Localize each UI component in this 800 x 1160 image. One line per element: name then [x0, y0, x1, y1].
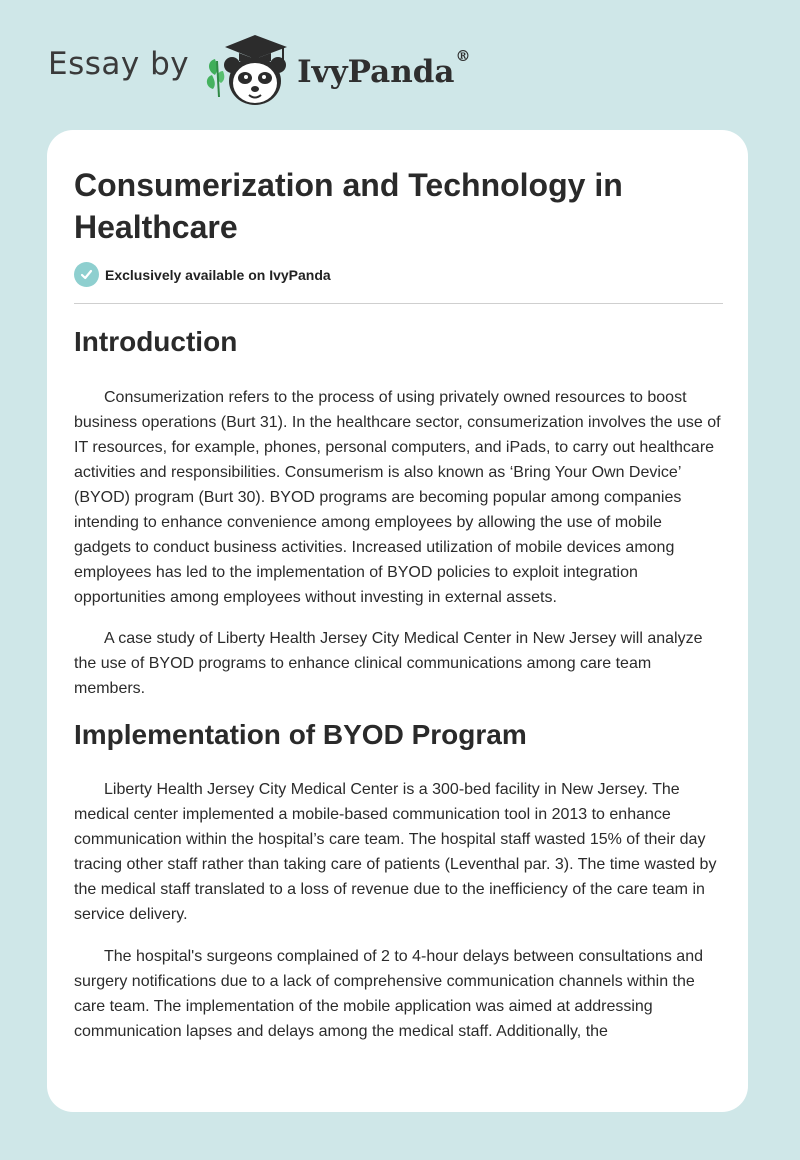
check-icon: [74, 262, 99, 287]
registered-mark: ®: [455, 46, 471, 65]
paragraph: Liberty Health Jersey City Medical Center is a 300-bed facility in New Jersey. The medical center implemented a mobile-based communication tool in 2013 to enhance communication within the hospital’s care team. The hospital staff wasted 15% of their day tracing other staff rather than taking care of patients (Leventhal par. 3). The time wasted by the medical staff translated to a loss of revenue due to the inefficiency of the care team in service delivery.: [74, 781, 717, 923]
essay-title: Consumerization and Technology in Healthcare: [74, 167, 623, 245]
paragraph: The hospital's surgeons complained of 2 to 4-hour delays between consultations and surgery notifications due to a lack of comprehensive communication channels within the care team. The implementation of the mobile application was aimed at addressing communication lapses and delays among the medical staff. Additionally, the: [74, 948, 703, 1040]
site-header: [48, 30, 471, 110]
panda-logo-icon[interactable]: [203, 31, 293, 109]
exclusive-label: Exclusively available on IvyPanda: [105, 266, 331, 283]
brand-text: IvyPanda: [297, 54, 455, 90]
exclusive-badge: [74, 262, 331, 287]
essay-by-label: Essay by: [48, 46, 190, 82]
paragraph: Consumerization refers to the process of using privately owned resources to boost business operations (Burt 31). In the healthcare sector, consumerization involves the use of IT resources, for example, phones, personal computers, and iPads, to carry out healthcare activities and responsibilities. Consumerism is also known as ‘Bring Your Own Device’ (BYOD) program (Burt 30). BYOD programs are becoming popular among companies intending to enhance convenience among employees by allowing the use of mobile gadgets to conduct business activities. Increased utilization of mobile devices among employees has led to the implementation of BYOD policies to exploit integration opportunities among employees without investing in external assets.: [74, 389, 721, 606]
section-heading-implementation: Implementation of BYOD Program: [74, 719, 527, 750]
section-heading-introduction: Introduction: [74, 326, 238, 357]
title-divider: [74, 303, 723, 304]
essay-card: [47, 130, 748, 1112]
brand-name[interactable]: [297, 46, 471, 90]
paragraph: A case study of Liberty Health Jersey City Medical Center in New Jersey will analyze the use of BYOD programs to enhance clinical communications among care team members.: [74, 630, 703, 697]
ivy-leaf-icon: [207, 59, 224, 97]
